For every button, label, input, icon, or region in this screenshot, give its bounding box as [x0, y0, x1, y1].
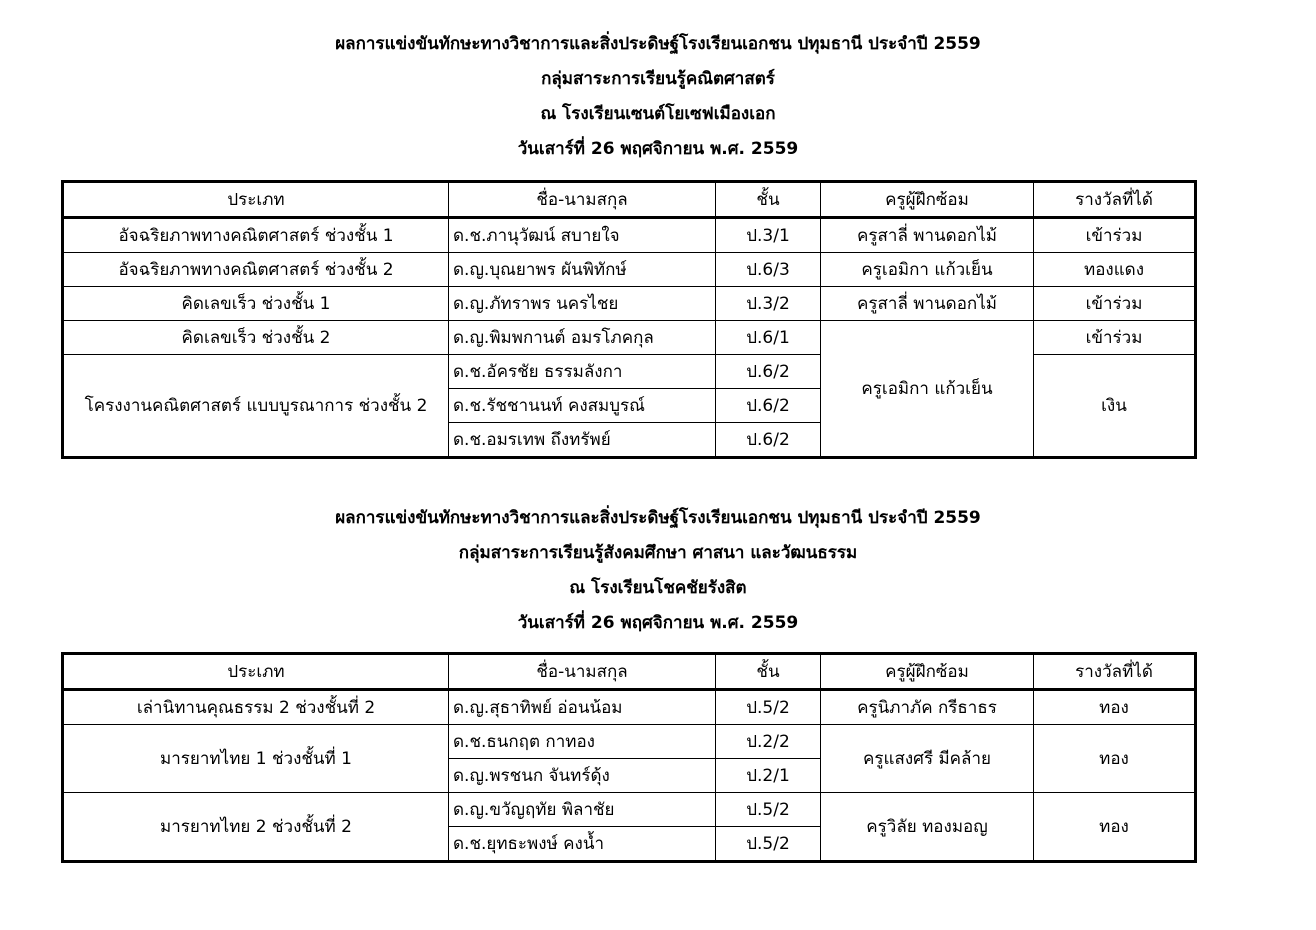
award-cell: ทอง	[1034, 725, 1196, 793]
social-results-table	[61, 652, 1197, 863]
grade-cell: ป.6/3	[716, 253, 821, 287]
award-cell: เข้าร่วม	[1034, 321, 1196, 355]
category-cell: อัจฉริยภาพทางคณิตศาสตร์ ช่วงชั้น 2	[63, 253, 449, 287]
student-name-cell: ด.ช.รัชชานนท์ คงสมบูรณ์	[449, 389, 716, 423]
category-cell: มารยาทไทย 2 ช่วงชั้นที่ 2	[63, 793, 449, 862]
table-row	[63, 321, 1196, 355]
social-section-headings	[0, 501, 1316, 641]
subject-group: กลุ่มสาระการเรียนรู้คณิตศาสตร์	[541, 69, 775, 89]
grade-cell: ป.5/2	[716, 793, 821, 827]
competition-date: วันเสาร์ที่ 26 พฤศจิกายน พ.ศ. 2559	[517, 139, 799, 159]
grade-cell: ป.5/2	[716, 690, 821, 725]
award-cell: ทอง	[1034, 690, 1196, 725]
subject-group: กลุ่มสาระการเรียนรู้สังคมศึกษา ศาสนา และวัฒนธรรม	[458, 543, 858, 563]
category-cell: อัจฉริยภาพทางคณิตศาสตร์ ช่วงชั้น 1	[63, 218, 449, 253]
column-header-award: รางวัลที่ได้	[1034, 654, 1196, 690]
table-header-row	[63, 182, 1196, 218]
column-header-category: ประเภท	[63, 182, 449, 218]
grade-cell: ป.2/1	[716, 759, 821, 793]
student-name-cell: ด.ญ.พรชนก จันทร์ดุ้ง	[449, 759, 716, 793]
teacher-cell: ครูแสงศรี มีคล้าย	[821, 725, 1034, 793]
category-cell: เล่านิทานคุณธรรม 2 ช่วงชั้นที่ 2	[63, 690, 449, 725]
student-name-cell: ด.ช.อัครชัย ธรรมลังกา	[449, 355, 716, 389]
column-header-teacher: ครูผู้ฝึกซ้อม	[821, 654, 1034, 690]
column-header-category: ประเภท	[63, 654, 449, 690]
grade-cell: ป.6/2	[716, 389, 821, 423]
award-cell: เข้าร่วม	[1034, 287, 1196, 321]
grade-cell: ป.6/2	[716, 423, 821, 458]
award-cell: เข้าร่วม	[1034, 218, 1196, 253]
table-header-row	[63, 654, 1196, 690]
venue: ณ โรงเรียนโชคชัยรังสิต	[569, 578, 747, 598]
column-header-name: ชื่อ-นามสกุล	[449, 182, 716, 218]
grade-cell: ป.3/2	[716, 287, 821, 321]
category-cell: คิดเลขเร็ว ช่วงชั้น 2	[63, 321, 449, 355]
table-row	[63, 287, 1196, 321]
competition-date: วันเสาร์ที่ 26 พฤศจิกายน พ.ศ. 2559	[517, 613, 799, 633]
student-name-cell: ด.ญ.พิมพกานต์ อมรโภคกุล	[449, 321, 716, 355]
student-name-cell: ด.ญ.ภัทราพร นครไชย	[449, 287, 716, 321]
column-header-grade: ชั้น	[716, 654, 821, 690]
student-name-cell: ด.ช.อมรเทพ ถึงทรัพย์	[449, 423, 716, 458]
category-cell: โครงงานคณิตศาสตร์ แบบบูรณาการ ช่วงชั้น 2	[63, 355, 449, 458]
grade-cell: ป.3/1	[716, 218, 821, 253]
teacher-cell: ครูเอมิกา แก้วเย็น	[821, 253, 1034, 287]
teacher-cell: ครูวิลัย ทองมอญ	[821, 793, 1034, 862]
grade-cell: ป.5/2	[716, 827, 821, 862]
student-name-cell: ด.ช.ภานุวัฒน์ สบายใจ	[449, 218, 716, 253]
teacher-cell: ครูสาลี่ พานดอกไม้	[821, 287, 1034, 321]
teacher-cell: ครูเอมิกา แก้วเย็น	[821, 321, 1034, 458]
venue: ณ โรงเรียนเซนต์โยเซฟเมืองเอก	[540, 104, 776, 124]
student-name-cell: ด.ช.ธนกฤต กาทอง	[449, 725, 716, 759]
student-name-cell: ด.ญ.ขวัญฤทัย พิลาชัย	[449, 793, 716, 827]
grade-cell: ป.6/2	[716, 355, 821, 389]
column-header-award: รางวัลที่ได้	[1034, 182, 1196, 218]
table-row	[63, 690, 1196, 725]
teacher-cell: ครูนิภาภัค กรีธาธร	[821, 690, 1034, 725]
column-header-grade: ชั้น	[716, 182, 821, 218]
table-row	[63, 253, 1196, 287]
award-cell: เงิน	[1034, 355, 1196, 458]
teacher-cell: ครูสาลี่ พานดอกไม้	[821, 218, 1034, 253]
award-cell: ทองแดง	[1034, 253, 1196, 287]
math-results-table	[61, 180, 1197, 459]
award-cell: ทอง	[1034, 793, 1196, 862]
table-row	[63, 793, 1196, 827]
table-row	[63, 218, 1196, 253]
math-section-headings	[0, 27, 1316, 167]
report-title: ผลการแข่งขันทักษะทางวิชาการและสิ่งประดิษฐ์โรงเรียนเอกชน ปทุมธานี ประจำปี 2559	[335, 34, 981, 54]
table-row	[63, 725, 1196, 759]
column-header-name: ชื่อ-นามสกุล	[449, 654, 716, 690]
student-name-cell: ด.ญ.สุธาทิพย์ อ่อนน้อม	[449, 690, 716, 725]
category-cell: คิดเลขเร็ว ช่วงชั้น 1	[63, 287, 449, 321]
grade-cell: ป.6/1	[716, 321, 821, 355]
student-name-cell: ด.ช.ยุทธะพงษ์ คงน้ำ	[449, 827, 716, 862]
report-title: ผลการแข่งขันทักษะทางวิชาการและสิ่งประดิษฐ์โรงเรียนเอกชน ปทุมธานี ประจำปี 2559	[335, 508, 981, 528]
student-name-cell: ด.ญ.บุณยาพร ผันพิทักษ์	[449, 253, 716, 287]
column-header-teacher: ครูผู้ฝึกซ้อม	[821, 182, 1034, 218]
category-cell: มารยาทไทย 1 ช่วงชั้นที่ 1	[63, 725, 449, 793]
grade-cell: ป.2/2	[716, 725, 821, 759]
